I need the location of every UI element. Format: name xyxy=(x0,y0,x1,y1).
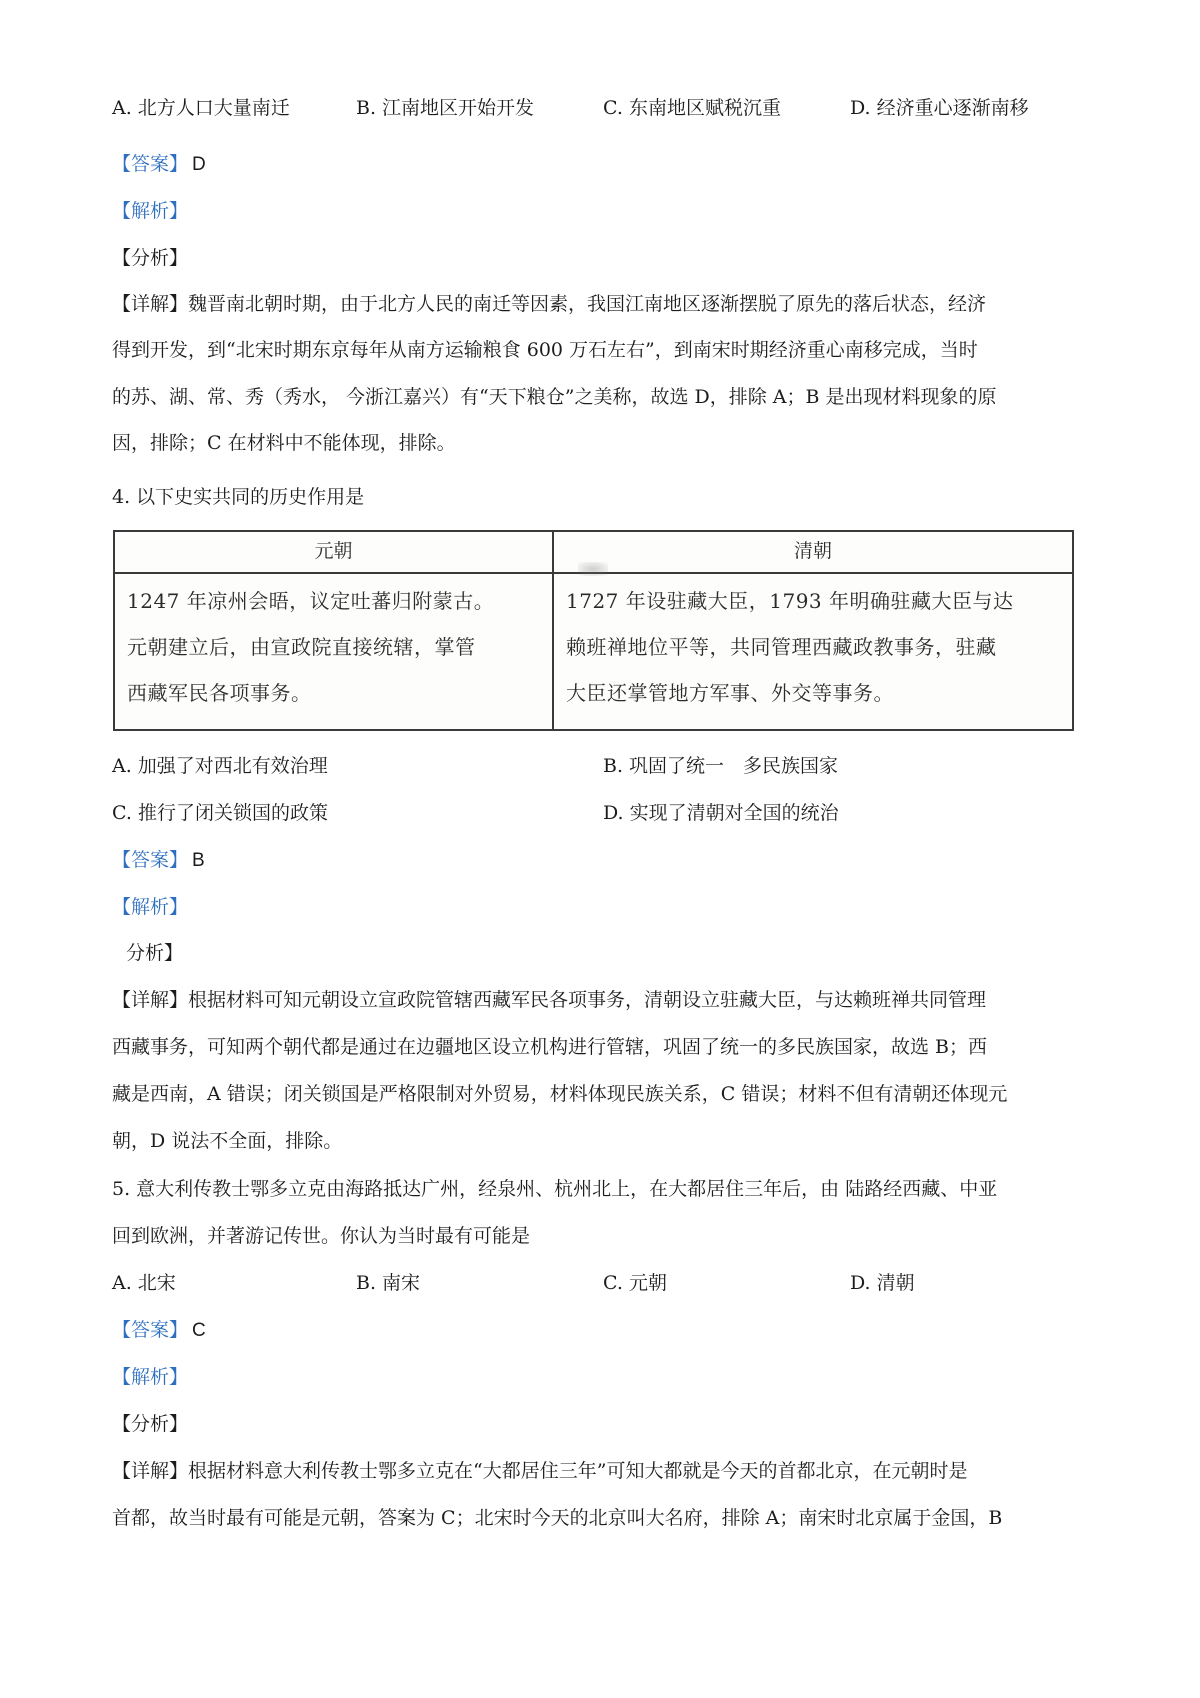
q3-option-c: C. 东南地区赋税沉重 xyxy=(603,97,781,119)
table-header-yuan: 元朝 xyxy=(314,540,353,562)
q3-option-d: D. 经济重心逐渐南移 xyxy=(850,97,1029,119)
q3-option-b: B. 江南地区开始开发 xyxy=(356,97,535,119)
q4-detail-line-1 xyxy=(112,986,1104,1014)
q4-table-image xyxy=(113,530,1074,731)
q5-analysis xyxy=(112,1363,1104,1391)
cell-line: 元朝建立后，由宣政院直接统辖，掌管 xyxy=(127,635,476,659)
table-cell-qing xyxy=(566,578,1014,716)
q3-answer xyxy=(112,150,1104,179)
answer-value: B xyxy=(192,850,205,871)
detail-text: 根据材料可知元朝设立宣政院管辖西藏军民各项事务，清朝设立驻藏大臣，与达赖班禅共同管理 xyxy=(188,989,987,1011)
q4-option-c: C. 推行了闭关锁国的政策 xyxy=(112,802,328,824)
analysis-label: 【解析】 xyxy=(112,1366,189,1388)
cell-line: 1727 年设驻藏大臣，1793 年明确驻藏大臣与达 xyxy=(566,589,1014,613)
detail-text: 魏晋南北朝时期，由于北方人民的南迁等因素，我国江南地区逐渐摆脱了原先的落后状态，经济 xyxy=(188,293,987,315)
q5-title-line-2: 回到欧洲，并著游记传世。你认为当时最有可能是 xyxy=(112,1225,531,1247)
q4-detail-line-2: 西藏事务，可知两个朝代都是通过在边疆地区设立机构进行管辖，巩固了统一的多民族国家，故选 B；西 xyxy=(112,1036,988,1058)
q5-option-b: B. 南宋 xyxy=(356,1272,421,1294)
scan-smudge xyxy=(578,562,608,576)
cell-line: 赖班禅地位平等，共同管理西藏政教事务，驻藏 xyxy=(566,635,997,659)
analysis-label: 【解析】 xyxy=(112,200,189,222)
q4-option-d: D. 实现了清朝对全国的统治 xyxy=(603,802,839,824)
answer-value: C xyxy=(192,1320,206,1341)
q3-analysis xyxy=(112,197,1104,225)
answer-label: 【答案】 xyxy=(112,849,189,871)
q4-analysis xyxy=(112,893,1104,921)
q3-detail-line-1 xyxy=(112,290,1104,318)
q4-fenxi xyxy=(126,939,1118,967)
q3-fenxi xyxy=(112,244,1104,272)
detail-label: 【详解】 xyxy=(112,989,189,1011)
q4-option-b: B. 巩固了统一 多民族国家 xyxy=(603,755,839,777)
q4-option-a: A. 加强了对西北有效治理 xyxy=(112,755,328,777)
answer-value: D xyxy=(192,154,206,175)
q3-option-a: A. 北方人口大量南迁 xyxy=(112,97,290,119)
cell-line: 大臣还掌管地方军事、外交等事务。 xyxy=(566,681,894,705)
answer-label: 【答案】 xyxy=(112,153,189,175)
q5-title-line-1: 5. 意大利传教士鄂多立克由海路抵达广州，经泉州、杭州北上，在大都居住三年后，由 陆路经西藏、中亚 xyxy=(112,1178,998,1200)
table-header-qing: 清朝 xyxy=(793,540,832,562)
fenxi-label: 【分析】 xyxy=(112,1413,189,1435)
q5-fenxi xyxy=(112,1410,1104,1438)
q4-detail-line-3: 藏是西南，A 错误；闭关锁国是严格限制对外贸易，材料体现民族关系，C 错误；材料不但有清朝还体现元 xyxy=(112,1083,1008,1105)
fenxi-label: 【分析】 xyxy=(112,247,189,269)
table-cell-yuan xyxy=(127,578,494,716)
analysis-label: 【解析】 xyxy=(112,896,189,918)
q5-option-c: C. 元朝 xyxy=(603,1272,667,1294)
q4-detail-line-4: 朝，D 说法不全面，排除。 xyxy=(112,1130,343,1152)
fenxi-label: 分析】 xyxy=(126,942,184,964)
q4-title: 4. 以下史实共同的历史作用是 xyxy=(112,486,365,508)
detail-label: 【详解】 xyxy=(112,293,189,315)
detail-text: 根据材料意大利传教士鄂多立克在“大都居住三年”可知大都就是今天的首都北京，在元朝时是 xyxy=(188,1460,968,1482)
q3-detail-line-2: 得到开发，到“北宋时期东京每年从南方运输粮食 600 万石左右”，到南宋时期经济重心南移完成，当时 xyxy=(112,339,978,361)
q5-detail-line-1 xyxy=(112,1457,1104,1485)
q3-detail-line-3: 的苏、湖、常、秀（秀水， 今浙江嘉兴）有“天下粮仓”之美称，故选 D，排除 A；B 是出现材料现象的原 xyxy=(112,386,997,408)
q3-detail-line-4: 因，排除；C 在材料中不能体现，排除。 xyxy=(112,432,456,454)
q5-detail-line-2: 首都，故当时最有可能是元朝，答案为 C；北宋时今天的北京叫大名府，排除 A；南宋时北京属于金国，B xyxy=(112,1507,1003,1529)
q5-option-d: D. 清朝 xyxy=(850,1272,915,1294)
cell-line: 西藏军民各项事务。 xyxy=(127,681,312,705)
detail-label: 【详解】 xyxy=(112,1460,189,1482)
q4-answer xyxy=(112,846,1104,875)
q5-answer xyxy=(112,1316,1104,1345)
answer-label: 【答案】 xyxy=(112,1319,189,1341)
q5-option-a: A. 北宋 xyxy=(112,1272,176,1294)
cell-line: 1247 年凉州会晤，议定吐蕃归附蒙古。 xyxy=(127,589,495,613)
